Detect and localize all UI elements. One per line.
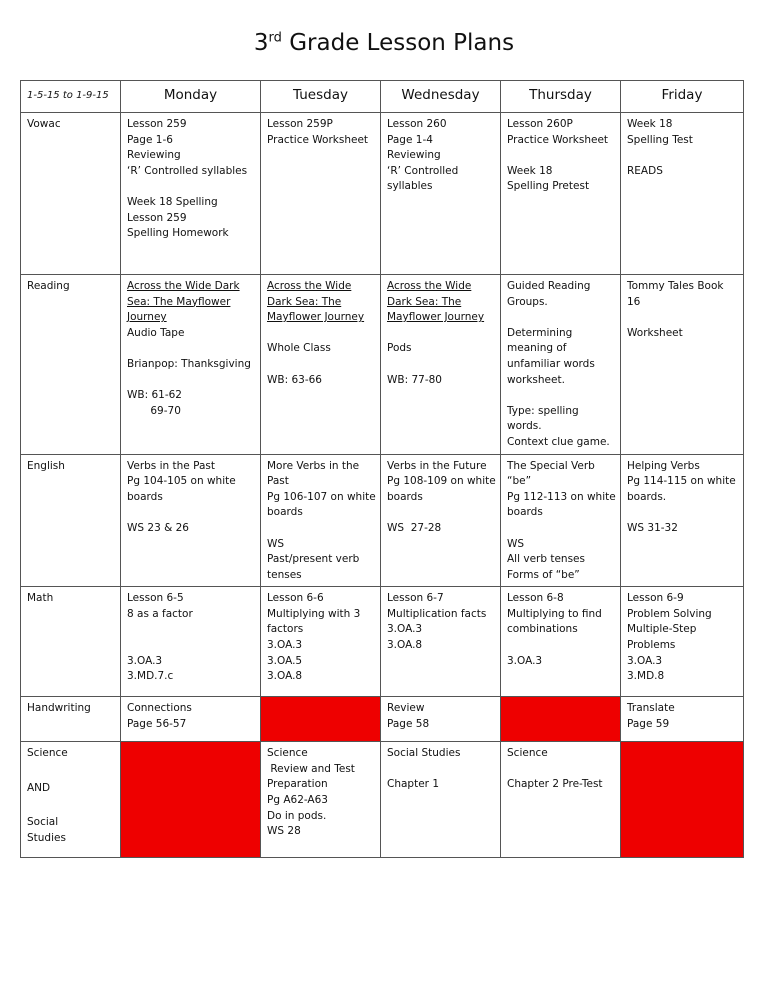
lesson-line: boards (507, 506, 543, 519)
lesson-line: Connections (127, 702, 192, 715)
lesson-cell-thursday (501, 454, 621, 587)
subject-cell (21, 113, 121, 275)
lesson-line: Multiplying to find (507, 607, 602, 620)
lesson-line: 3.OA.8 (387, 639, 423, 652)
lesson-line: WS 31-32 (627, 521, 678, 534)
lesson-line: Guided Reading (507, 280, 591, 292)
lesson-line: Mayflower Journey (387, 311, 485, 324)
spacer (387, 762, 494, 778)
highlight-cell-friday (621, 742, 744, 858)
lesson-line: WS (267, 537, 285, 550)
lesson-line: Multiplication facts (387, 607, 487, 620)
lesson-line: Chapter 1 (387, 778, 439, 791)
subject-row (21, 697, 744, 742)
spacer (127, 179, 254, 195)
lesson-line: Lesson 259 (127, 211, 187, 224)
lesson-line: Review (387, 702, 425, 715)
subject-cell (21, 454, 121, 587)
lesson-line: Week 18 Spelling (127, 195, 218, 208)
lesson-line: Helping Verbs (627, 459, 700, 472)
lesson-cell-friday (621, 587, 744, 697)
lesson-line: Page 1-6 (127, 133, 173, 146)
highlight-cell-thursday (501, 697, 621, 742)
lesson-cell-wednesday (381, 697, 501, 742)
lesson-line: Practice Worksheet (267, 133, 369, 146)
lesson-line: Type: spelling (507, 404, 579, 417)
lesson-line: ‘R’ Controlled syllables (127, 164, 248, 177)
day-header-monday: Monday (121, 81, 261, 113)
spacer (127, 505, 254, 521)
lesson-cell-monday (121, 454, 261, 587)
lesson-line: Lesson 6-8 (507, 592, 564, 605)
lesson-line: Sea: The Mayflower (127, 295, 231, 308)
lesson-line: worksheet. (507, 373, 565, 386)
lesson-line: WB: 77-80 (387, 373, 442, 386)
lesson-line: boards. (627, 490, 667, 503)
lesson-line: 8 as a factor (127, 607, 193, 620)
lesson-line: Chapter 2 Pre-Test (507, 778, 603, 791)
lesson-cell-wednesday (381, 587, 501, 697)
lesson-line: 3.OA.5 (267, 654, 303, 667)
lesson-line: Across the Wide (387, 280, 472, 292)
lesson-line: Problem Solving (627, 607, 712, 620)
subject-label: AND (27, 781, 51, 794)
subject-row (21, 587, 744, 697)
lesson-line: Spelling Pretest (507, 180, 590, 193)
lesson-line: Page 1-4 (387, 133, 433, 146)
spacer (127, 622, 254, 638)
lesson-line: Lesson 6-6 (267, 592, 324, 605)
lesson-line: Multiple-Step (627, 623, 697, 636)
lesson-cell-tuesday (261, 454, 381, 587)
lesson-line: Lesson 259P (267, 118, 333, 130)
lesson-line: Determining (507, 326, 573, 339)
lesson-cell-friday (621, 697, 744, 742)
lesson-line: Across the Wide Dark (127, 280, 240, 292)
highlight-cell-tuesday (261, 697, 381, 742)
lesson-line: factors (267, 623, 304, 636)
lesson-line: Science (267, 747, 308, 760)
lesson-line: Groups. (507, 295, 548, 308)
spacer (267, 521, 374, 537)
lesson-line: 3.OA.3 (387, 623, 423, 636)
lesson-cell-thursday (501, 742, 621, 858)
lesson-line: Spelling Test (627, 133, 693, 146)
lesson-cell-friday (621, 275, 744, 455)
lesson-line: WS 28 (267, 825, 301, 838)
lesson-line: Verbs in the Future (387, 459, 487, 472)
lesson-line: Multiplying with 3 (267, 607, 361, 620)
lesson-line: Do in pods. (267, 809, 327, 822)
subject-label: Social (27, 816, 59, 829)
day-header-tuesday: Tuesday (261, 81, 381, 113)
lesson-line: Science (507, 747, 548, 760)
lesson-line: Pg A62-A63 (267, 794, 328, 807)
lesson-cell-tuesday (261, 275, 381, 455)
lesson-line: Verbs in the Past (127, 459, 215, 472)
lesson-line: Brianpop: Thanksgiving (127, 357, 251, 370)
subject-label: Reading (27, 280, 70, 292)
lesson-line: ‘R’ Controlled (387, 164, 459, 177)
lesson-line: Lesson 260P (507, 118, 573, 130)
subject-label: Handwriting (27, 702, 91, 715)
lesson-line: Forms of “be” (507, 568, 580, 581)
lesson-cell-monday (121, 113, 261, 275)
day-header-friday: Friday (621, 81, 744, 113)
lesson-line: READS (627, 164, 663, 177)
lesson-line: Worksheet (627, 326, 683, 339)
lesson-cell-friday (621, 454, 744, 587)
spacer (507, 388, 614, 404)
subject-label: Science (27, 747, 68, 760)
lesson-line: Review and Test (267, 762, 355, 775)
highlight-cell-monday (121, 742, 261, 858)
lesson-line: syllables (387, 180, 433, 193)
subject-label: Studies (27, 832, 66, 845)
lesson-line: Pg 104-105 on white (127, 475, 236, 488)
lesson-cell-thursday (501, 587, 621, 697)
header-row (21, 81, 744, 113)
lesson-cell-wednesday (381, 113, 501, 275)
lesson-line: Pg 112-113 on white (507, 490, 616, 503)
lesson-line: 3.OA.3 (507, 654, 543, 667)
lesson-line: 16 (627, 295, 641, 308)
lesson-cell-thursday (501, 113, 621, 275)
subject-label: English (27, 459, 65, 472)
lesson-line: Social Studies (387, 747, 461, 760)
lesson-line: Lesson 6-7 (387, 592, 444, 605)
lesson-line: Dark Sea: The (267, 295, 342, 308)
spacer (507, 521, 614, 537)
spacer (27, 796, 114, 815)
subject-cell (21, 742, 121, 858)
lesson-line: Lesson 259 (127, 118, 187, 130)
lesson-line: Audio Tape (127, 326, 185, 339)
lesson-line: Dark Sea: The (387, 295, 462, 308)
subject-cell (21, 587, 121, 697)
lesson-line: Page 58 (387, 717, 430, 730)
lesson-cell-tuesday (261, 587, 381, 697)
lesson-line: Lesson 6-5 (127, 592, 184, 605)
lesson-cell-wednesday (381, 742, 501, 858)
lesson-line: Reviewing (387, 149, 441, 162)
lesson-line: 3.MD.7.c (127, 670, 174, 683)
lesson-line: Lesson 260 (387, 118, 447, 130)
lesson-plan-table (20, 80, 744, 858)
lesson-line: Past/present verb (267, 553, 360, 566)
lesson-line: Pg 106-107 on white (267, 490, 376, 503)
day-header-wednesday: Wednesday (381, 81, 501, 113)
lesson-line: WS (507, 537, 525, 550)
lesson-cell-tuesday (261, 742, 381, 858)
lesson-line: words. (507, 420, 542, 433)
lesson-line: Pg 114-115 on white (627, 475, 736, 488)
lesson-line: Week 18 (627, 118, 673, 130)
lesson-cell-friday (621, 113, 744, 275)
lesson-line: combinations (507, 623, 578, 636)
lesson-line: 3.OA.3 (267, 639, 303, 652)
lesson-line: More Verbs in the (267, 459, 360, 472)
lesson-line: 3.OA.8 (267, 670, 303, 683)
spacer (127, 373, 254, 389)
lesson-line: Past (267, 475, 289, 488)
spacer (267, 326, 374, 342)
lesson-line: All verb tenses (507, 553, 585, 566)
lesson-line: Practice Worksheet (507, 133, 609, 146)
lesson-cell-monday (121, 587, 261, 697)
spacer (507, 310, 614, 326)
lesson-line: Week 18 (507, 164, 553, 177)
lesson-line: Page 56-57 (127, 717, 187, 730)
spacer (627, 505, 737, 521)
lesson-line: Spelling Homework (127, 227, 229, 240)
lesson-cell-tuesday (261, 113, 381, 275)
lesson-line: meaning of (507, 342, 567, 355)
spacer (387, 357, 494, 373)
spacer (627, 148, 737, 164)
lesson-line: Pg 108-109 on white (387, 475, 496, 488)
page-title: 3rd Grade Lesson Plans (253, 30, 515, 56)
lesson-line: WB: 61-62 (127, 389, 182, 402)
subject-cell (21, 697, 121, 742)
lesson-line: Context clue game. (507, 435, 610, 448)
spacer (127, 341, 254, 357)
lesson-line: Preparation (267, 778, 328, 791)
subject-row (21, 742, 744, 858)
spacer (387, 505, 494, 521)
spacer (27, 762, 114, 781)
lesson-line: boards (127, 490, 163, 503)
spacer (387, 326, 494, 342)
lesson-cell-wednesday (381, 275, 501, 455)
lesson-line: unfamiliar words (507, 357, 595, 370)
lesson-line: WS 27-28 (387, 521, 442, 534)
subject-label: Math (27, 592, 54, 605)
lesson-line: 3.OA.3 (127, 654, 163, 667)
lesson-line: Whole Class (267, 342, 331, 355)
spacer (507, 762, 614, 778)
lesson-line: Reviewing (127, 149, 181, 162)
lesson-line: boards (387, 490, 423, 503)
day-header-thursday: Thursday (501, 81, 621, 113)
subject-label: Vowac (27, 118, 61, 130)
lesson-line: Pods (387, 342, 412, 355)
lesson-line: Problems (627, 639, 676, 652)
lesson-line: “be” (507, 475, 532, 488)
lesson-cell-thursday (501, 275, 621, 455)
subject-cell (21, 275, 121, 455)
lesson-cell-wednesday (381, 454, 501, 587)
lesson-line: boards (267, 506, 303, 519)
lesson-line: WS 23 & 26 (127, 521, 189, 534)
subject-row (21, 113, 744, 275)
spacer (127, 638, 254, 654)
spacer (627, 310, 737, 326)
lesson-line: The Special Verb (507, 459, 595, 472)
lesson-line: Across the Wide (267, 280, 352, 292)
lesson-cell-monday (121, 697, 261, 742)
spacer (507, 638, 614, 654)
spacer (267, 357, 374, 373)
lesson-line: 69-70 (127, 404, 181, 417)
subject-row (21, 454, 744, 587)
date-range-cell: 1-5-15 to 1-9-15 (21, 81, 121, 113)
lesson-line: Tommy Tales Book (627, 280, 724, 292)
lesson-line: Journey (127, 311, 167, 324)
lesson-line: Lesson 6-9 (627, 592, 684, 605)
subject-row (21, 275, 744, 455)
lesson-cell-monday (121, 275, 261, 455)
lesson-line: Mayflower Journey (267, 311, 365, 324)
lesson-line: 3.OA.3 (627, 654, 663, 667)
lesson-line: tenses (267, 568, 302, 581)
spacer (507, 148, 614, 164)
lesson-line: WB: 63-66 (267, 373, 322, 386)
lesson-line: Translate (627, 702, 675, 715)
lesson-line: 3.MD.8 (627, 670, 665, 683)
lesson-line: Page 59 (627, 717, 670, 730)
